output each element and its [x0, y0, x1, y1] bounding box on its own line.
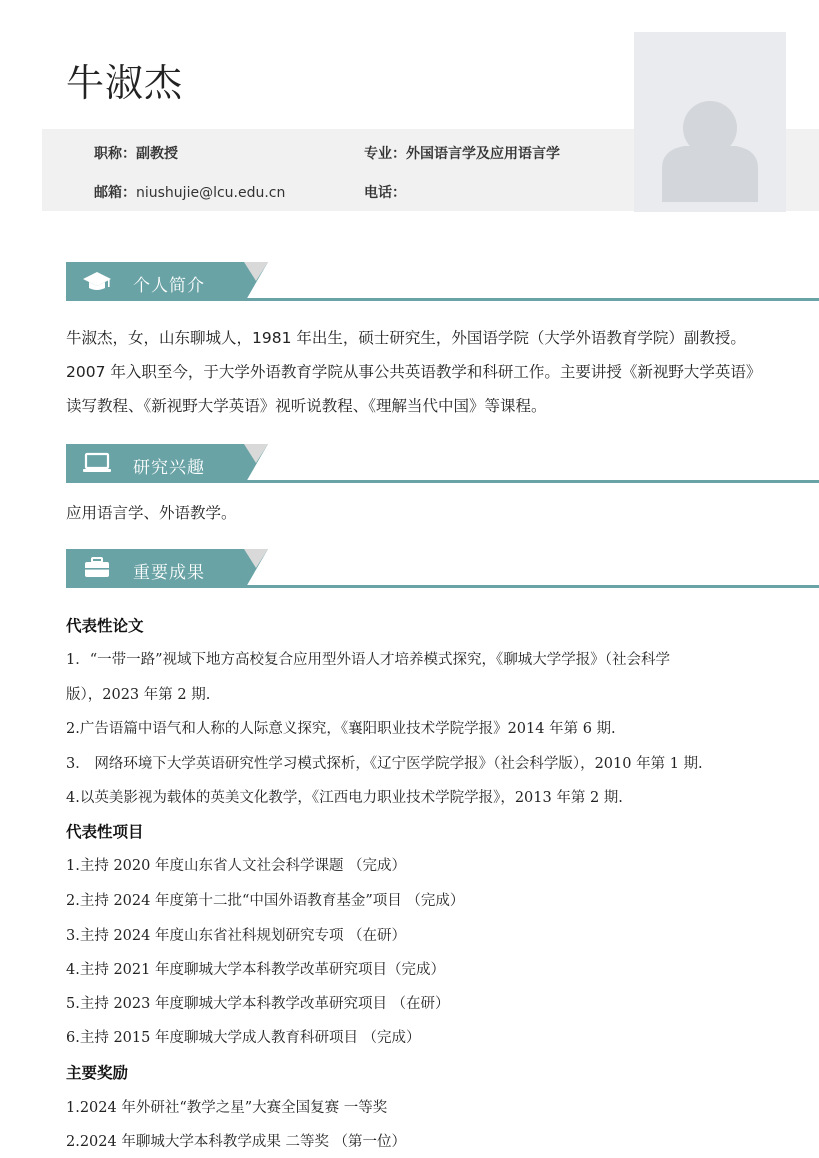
email-field: [94, 182, 285, 202]
paper-item: 版），2023 年第 2 期.: [66, 687, 211, 703]
phone-field: [364, 182, 406, 202]
profile-photo: [634, 32, 786, 212]
laptop-icon: [82, 452, 112, 478]
awards-heading: 主要奖励: [66, 1064, 129, 1082]
profile-line: 牛淑杰，女，山东聊城人，1981 年出生，硕士研究生，外国语学院（大学外语教育学院）副教授。: [66, 329, 746, 347]
projects-heading: 代表性项目: [66, 823, 144, 841]
project-item: 4.主持 2021 年度聊城大学本科教学改革研究项目（完成）: [66, 962, 445, 978]
person-placeholder-icon: [634, 32, 786, 212]
section-header-interests: [66, 444, 819, 484]
briefcase-icon: [82, 557, 112, 583]
project-item: 2.主持 2024 年度第十二批“中国外语教育基金”项目 （完成）: [66, 893, 465, 909]
title-field: [94, 143, 178, 163]
profile-line: 2007 年入职至今，于大学外语教育学院从事公共英语教学和科研工作。主要讲授《新视野大学英语》: [66, 363, 762, 381]
phone-label: 电话：: [364, 185, 406, 201]
section-title-achievements: 重要成果: [133, 563, 205, 583]
section-title-profile: 个人简介: [133, 276, 205, 296]
paper-item: 3． 网络环境下大学英语研究性学习模式探析，《辽宁医学院学报》（社会科学版），2010 年第 1 期.: [66, 756, 703, 772]
major-label: 专业：: [364, 146, 406, 162]
section-title-interests: 研究兴趣: [133, 458, 205, 478]
person-name: 牛淑杰: [66, 61, 184, 105]
email-label: 邮箱：: [94, 185, 136, 201]
paper-item: 2.广告语篇中语气和人称的人际意义探究，《襄阳职业技术学院学报》2014 年第 6 期.: [66, 721, 616, 737]
project-item: 5.主持 2023 年度聊城大学本科教学改革研究项目 （在研）: [66, 996, 450, 1012]
papers-heading: 代表性论文: [66, 617, 144, 635]
project-item: 3.主持 2024 年度山东省社科规划研究专项 （在研）: [66, 928, 407, 944]
award-item: 2.2024 年聊城大学本科教学成果 二等奖 （第一位）: [66, 1134, 407, 1150]
interests-text: 应用语言学、外语教学。: [66, 504, 237, 522]
section-header-profile: [66, 262, 819, 302]
paper-item: 4.以英美影视为载体的英美文化教学，《江西电力职业技术学院学报》，2013 年第 2 期.: [66, 790, 623, 806]
major-value: 外国语言学及应用语言学: [406, 146, 560, 162]
email-value: niushujie@lcu.edu.cn: [136, 185, 286, 201]
project-item: 1.主持 2020 年度山东省人文社会科学课题 （完成）: [66, 858, 407, 874]
major-field: [364, 143, 560, 163]
profile-text: [66, 321, 796, 423]
project-item: 6.主持 2015 年度聊城大学成人教育科研项目 （完成）: [66, 1030, 421, 1046]
title-label: 职称：: [94, 146, 136, 162]
paper-item: 1．“一带一路”视域下地方高校复合应用型外语人才培养模式探究，《聊城大学学报》（社会科学: [66, 652, 671, 668]
title-value: 副教授: [136, 146, 178, 162]
section-header-achievements: [66, 549, 819, 589]
profile-line: 读写教程、《新视野大学英语》视听说教程、《理解当代中国》等课程。: [66, 397, 547, 415]
graduation-cap-icon: [82, 270, 112, 296]
award-item: 1.2024 年外研社“教学之星”大赛全国复赛 一等奖: [66, 1100, 388, 1116]
